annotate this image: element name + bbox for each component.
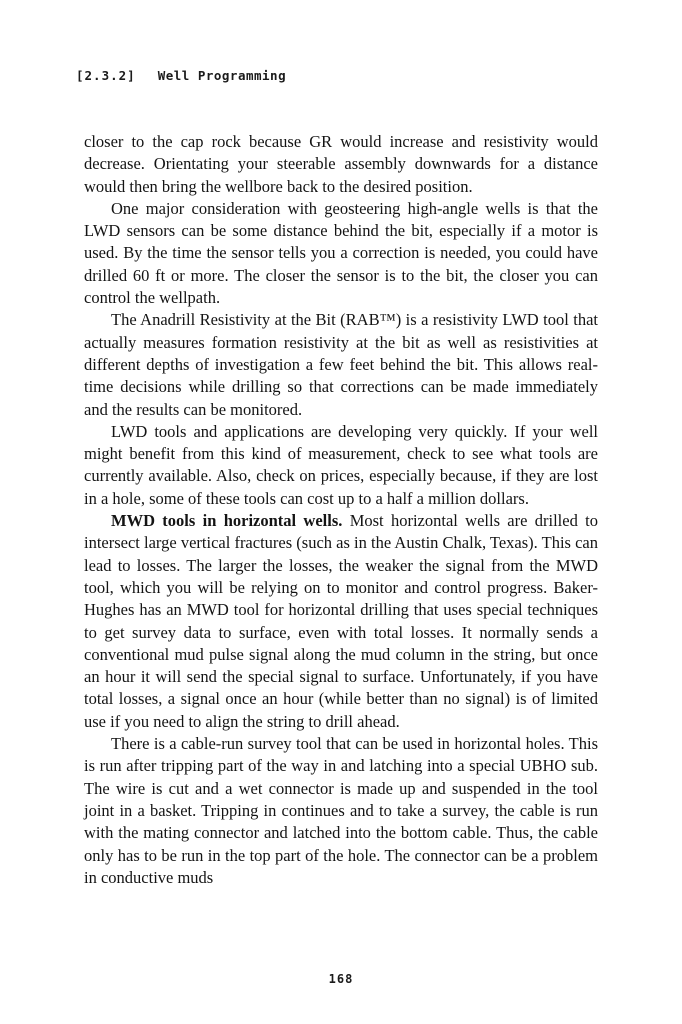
page-number: 168: [328, 972, 354, 986]
paragraph: LWD tools and applications are developing very quickly. If your well might benefit from this kind of measurement, check to see what tools are currently available. Also, check on prices, especially because, if they are lost in a hole, some of these tools can cost up to a half a million dollars.: [84, 421, 598, 508]
running-head: [76, 68, 598, 83]
page-body: [84, 131, 598, 889]
paragraph-lead: MWD tools in horizontal wells.: [111, 511, 343, 531]
section-title: Well Programming: [157, 68, 287, 83]
paragraph: There is a cable-run survey tool that can be used in horizontal holes. This is run after tripping part of the way in and latching into a special UBHO sub. The wire is cut and a wet connector is made up and suspended in the tool joint in a basket. Tripping in continues and to take a survey, the cable is run with the mating connector and latched into the bottom cable. Thus, the cable only has to be run in the top part of the hole. The connector can be a problem in conductive muds: [84, 734, 598, 887]
paragraph: closer to the cap rock because GR would increase and resistivity would decrease. Orientating your steerable assembly downwards for a distance would then bring the wellbore back to the desired position.: [84, 132, 598, 196]
paragraph: The Anadrill Resistivity at the Bit (RAB™) is a resistivity LWD tool that actually measures formation resistivity at the bit as well as resistivities at different depths of investigation a few feet behind the bit. This allows real-time decisions while drilling so that corrections can be made immediately and the results can be monitored.: [84, 310, 598, 419]
section-number: [2.3.2]: [76, 68, 136, 83]
paragraph: MWD tools in horizontal wells. Most horizontal wells are drilled to intersect large vertical fractures (such as in the Austin Chalk, Texas). This can lead to losses. The larger the losses, the weaker the signal from the MWD tool, which you will be relying on to monitor and control progress. Baker-Hughes has an MWD tool for horizontal drilling that uses special techniques to get survey data to surface, even with total losses. It normally sends a conventional mud pulse signal along the mud column in the string, but once an hour it will send the special signal to surface. Unfortunately, if you have total losses, a signal once an hour (while better than no signal) is of limited use if you need to align the string to drill ahead.: [84, 511, 598, 731]
paragraph: One major consideration with geosteering high-angle wells is that the LWD sensors can be some distance behind the bit, especially if a motor is used. By the time the sensor tells you a correction is needed, you could have drilled 60 ft or more. The closer the sensor is to the bit, the closer you can control the wellpath.: [84, 198, 598, 308]
